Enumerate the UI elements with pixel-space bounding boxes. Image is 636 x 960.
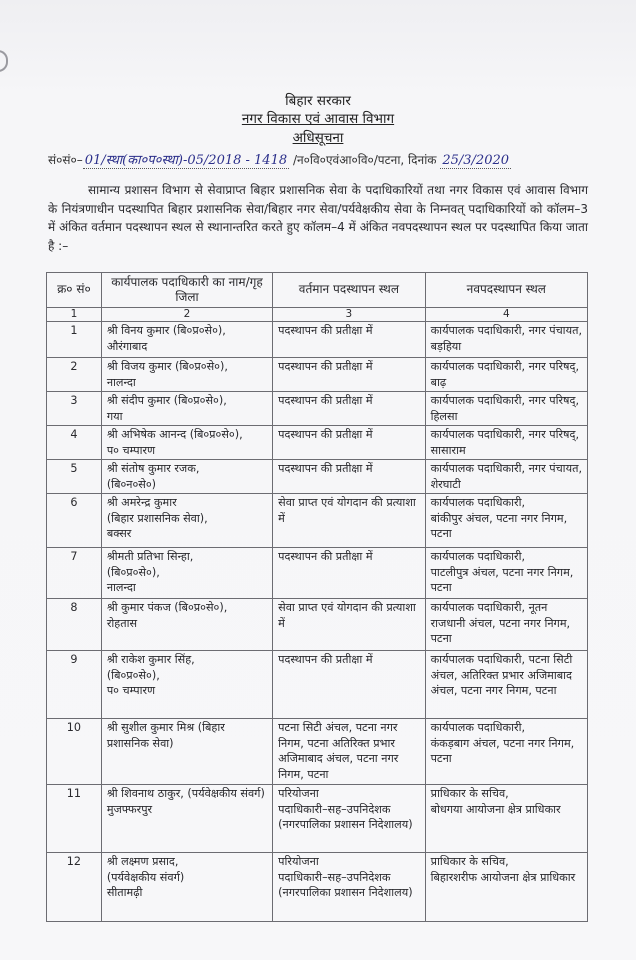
current-posting-cell: पदस्थापन की प्रतीक्षा में [273, 358, 425, 392]
notification-body: सामान्य प्रशासन विभाग से सेवाप्राप्त बिहार प्रशासनिक सेवा के पदाधिकारियों तथा नगर विकास एवं आवास विभाग के नियंत्रणाधीन पदस्थापित बिहार प्रशासनिक सेवा/बिहार नगर सेवा/पर्यवेक्षकीय सेवा के निम्नवत् पदाधिकारियों को कॉलम–3 में अंकित वर्तमान पदस्थापन स्थल से स्थानान्तरित करते हुए कॉलम–4 में अंकित नवपदस्थापन स्थल पर पदस्थापित किया जाता है :– [48, 183, 588, 253]
new-posting-cell: कार्यपालक पदाधिकारी, नगर परिषद्, हिलसा [425, 392, 587, 426]
table-row [47, 719, 588, 785]
government-title: बिहार सरकार [285, 93, 351, 109]
new-posting-cell: कार्यपालक पदाधिकारी, पाटलीपुत्र अंचल, पटना नगर निगम, पटना [425, 548, 587, 599]
department-title: नगर विकास एवं आवास विभाग [241, 111, 395, 127]
officer-name-cell: श्री लक्ष्मण प्रसाद, (पर्यवेक्षकीय संवर्ग) सीतामढ़ी [101, 853, 272, 922]
table-row [47, 785, 588, 853]
table-row [47, 651, 588, 719]
serial-number-cell: 1 [47, 322, 102, 358]
table-row [47, 548, 588, 599]
new-posting-cell: कार्यपालक पदाधिकारी, बांकीपुर अंचल, पटना नगर निगम, पटना [425, 494, 587, 548]
current-posting-cell: पदस्थापन की प्रतीक्षा में [273, 460, 425, 494]
table-row [47, 853, 588, 922]
header-new-posting: नवपदस्थापन स्थल [425, 273, 587, 308]
header-officer-name: कार्यपालक पदाधिकारी का नाम/गृह जिला [101, 273, 272, 308]
column-number: 4 [425, 308, 587, 322]
officer-name-cell: श्री अभिषेक आनन्द (बि०प्र०से०), प० चम्पारण [101, 426, 272, 460]
table-header-row [47, 273, 588, 308]
officer-name-cell: श्रीमती प्रतिभा सिन्हा, (बि०प्र०से०), नालन्दा [101, 548, 272, 599]
new-posting-cell: कार्यपालक पदाधिकारी, नगर पंचायत, शेरघाटी [425, 460, 587, 494]
table-row [47, 460, 588, 494]
column-number: 1 [47, 308, 102, 322]
current-posting-cell: पदस्थापन की प्रतीक्षा में [273, 548, 425, 599]
serial-number-cell: 6 [47, 494, 102, 548]
table-row [47, 322, 588, 358]
current-posting-cell: पटना सिटी अंचल, पटना नगर निगम, पटना अतिरिक्त प्रभार अजिमाबाद अंचल, पटना नगर निगम, पटना [273, 719, 425, 785]
posting-table [46, 272, 588, 922]
serial-number-cell: 4 [47, 426, 102, 460]
current-posting-cell: पदस्थापन की प्रतीक्षा में [273, 651, 425, 719]
table-row [47, 392, 588, 426]
current-posting-cell: परियोजना पदाधिकारी–सह–उपनिदेशक (नगरपालिका प्रशासन निदेशालय) [273, 853, 425, 922]
reference-suffix: /न०वि०एवंआ०वि०/पटना, दिनांक [292, 153, 437, 167]
new-posting-cell: प्राधिकार के सचिव, बोधगया आयोजना क्षेत्र प्राधिकार [425, 785, 587, 853]
new-posting-cell: कार्यपालक पदाधिकारी, नगर पंचायत, बड़हिया [425, 322, 587, 358]
current-posting-cell: सेवा प्राप्त एवं योगदान की प्रत्याशा में [273, 494, 425, 548]
serial-number-cell: 12 [47, 853, 102, 922]
officer-name-cell: श्री सुशील कुमार मिश्र (बिहार प्रशासनिक सेवा) [101, 719, 272, 785]
serial-number-cell: 2 [47, 358, 102, 392]
handwritten-date: 25/3/2020 [442, 153, 510, 168]
header-serial-number: क्र० सं० [47, 273, 102, 308]
current-posting-cell: सेवा प्राप्त एवं योगदान की प्रत्याशा में [273, 599, 425, 651]
officer-name-cell: श्री राकेश कुमार सिंह, (बि०प्र०से०), प० चम्पारण [101, 651, 272, 719]
current-posting-cell: पदस्थापन की प्रतीक्षा में [273, 392, 425, 426]
officer-name-cell: श्री संदीप कुमार (बि०प्र०से०), गया [101, 392, 272, 426]
column-number: 2 [101, 308, 272, 322]
new-posting-cell: कार्यपालक पदाधिकारी, पटना सिटी अंचल, अतिरिक्त प्रभार अजिमाबाद अंचल, पटना नगर निगम, पटना [425, 651, 587, 719]
officer-name-cell: श्री कुमार पंकज (बि०प्र०से०), रोहतास [101, 599, 272, 651]
document-type-title: अधिसूचना [292, 130, 344, 146]
officer-name-cell: श्री अमरेन्द्र कुमार (बिहार प्रशासनिक सेवा), बक्सर [101, 494, 272, 548]
serial-number-cell: 7 [47, 548, 102, 599]
new-posting-cell: कार्यपालक पदाधिकारी, नूतन राजधानी अंचल, पटना नगर निगम, पटना [425, 599, 587, 651]
serial-number-cell: 3 [47, 392, 102, 426]
serial-number-cell: 8 [47, 599, 102, 651]
new-posting-cell: कार्यपालक पदाधिकारी, नगर परिषद्, बाढ़ [425, 358, 587, 392]
serial-number-cell: 5 [47, 460, 102, 494]
reference-line [48, 150, 628, 168]
serial-number-cell: 9 [47, 651, 102, 719]
current-posting-cell: पदस्थापन की प्रतीक्षा में [273, 322, 425, 358]
officer-name-cell: श्री संतोष कुमार रजक, (बि०न०से०) [101, 460, 272, 494]
officer-name-cell: श्री विजय कुमार (बि०प्र०से०), नालन्दा [101, 358, 272, 392]
table-row [47, 358, 588, 392]
new-posting-cell: कार्यपालक पदाधिकारी, कंकड़बाग अंचल, पटना नगर निगम, पटना [425, 719, 587, 785]
column-number: 3 [273, 308, 425, 322]
new-posting-cell: कार्यपालक पदाधिकारी, नगर परिषद्, सासाराम [425, 426, 587, 460]
current-posting-cell: परियोजना पदाधिकारी–सह–उपनिदेशक (नगरपालिका प्रशासन निदेशालय) [273, 785, 425, 853]
officer-name-cell: श्री शिवनाथ ठाकुर, (पर्यवेक्षकीय संवर्ग) मुजफ्फरपुर [101, 785, 272, 853]
table-row [47, 426, 588, 460]
table-row [47, 599, 588, 651]
table-row [47, 494, 588, 548]
officer-name-cell: श्री विनय कुमार (बि०प्र०से०), औरंगाबाद [101, 322, 272, 358]
header-current-posting: वर्तमान पदस्थापन स्थल [273, 273, 425, 308]
reference-prefix: सं०सं०– [48, 153, 83, 167]
handwritten-reference-number: 01/स्था(का०प०स्था)-05/2018 - 1418 [84, 153, 288, 168]
new-posting-cell: प्राधिकार के सचिव, बिहारशरीफ आयोजना क्षेत्र प्राधिकार [425, 853, 587, 922]
serial-number-cell: 10 [47, 719, 102, 785]
binder-hole-mark [0, 50, 8, 72]
column-number-row [47, 308, 588, 322]
current-posting-cell: पदस्थापन की प्रतीक्षा में [273, 426, 425, 460]
serial-number-cell: 11 [47, 785, 102, 853]
